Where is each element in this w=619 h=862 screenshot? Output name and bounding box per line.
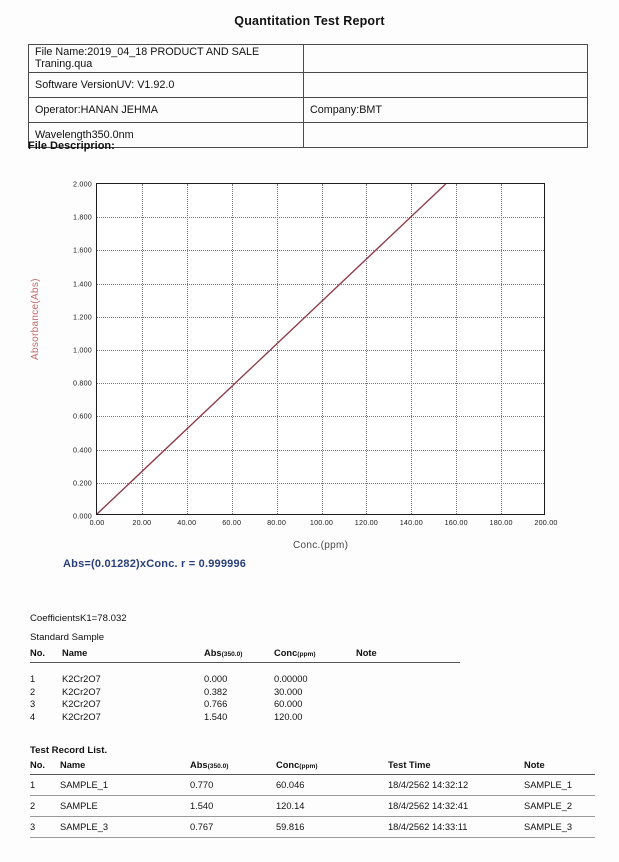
trl-cell-time: 18/4/2562 14:32:41 <box>388 796 524 817</box>
chart-x-axis-label: Conc.(ppm) <box>293 540 349 551</box>
chart-x-tick-label: 140.00 <box>399 518 423 527</box>
test-record-list-heading: Test Record List. <box>30 745 108 756</box>
std-col-conc-label: Conc <box>274 648 298 658</box>
trl-col-abs-sub: (350.0) <box>207 763 229 770</box>
table-header-row <box>30 760 595 775</box>
std-cell-note <box>356 663 460 686</box>
std-col-conc <box>274 648 356 663</box>
table-row <box>29 45 588 73</box>
std-col-note <box>356 648 460 663</box>
trl-cell-note: SAMPLE_1 <box>524 775 595 796</box>
chart-y-tick-label: 0.000 <box>73 511 92 521</box>
chart-x-tick-label: 0.00 <box>89 518 105 527</box>
software-version-cell-empty <box>304 72 588 97</box>
trl-col-abs-label: Abs <box>190 760 208 770</box>
chart-y-tick-label: 0.400 <box>73 445 92 455</box>
std-col-conc-sub: (ppm) <box>297 651 316 658</box>
file-name-cell-empty <box>304 45 588 73</box>
trl-col-time-label: Test Time <box>388 760 431 770</box>
std-cell-conc: 0.00000 <box>274 674 308 685</box>
chart-series-line <box>97 184 544 514</box>
trl-cell-conc: 120.14 <box>276 796 388 817</box>
table-row <box>30 817 595 838</box>
trl-cell-note: SAMPLE_3 <box>524 817 595 838</box>
trl-col-conc <box>276 760 388 775</box>
table-row <box>30 796 595 817</box>
trl-col-name-label: Name <box>60 760 86 770</box>
trl-col-note-label: Note <box>524 760 545 770</box>
chart-x-tick-label: 200.00 <box>534 518 558 527</box>
chart-x-tick-label: 40.00 <box>177 518 197 527</box>
chart-line-calibration-curve <box>97 184 446 514</box>
std-cell-name: K2Cr2O7 <box>62 699 101 710</box>
std-cell-note <box>356 686 460 699</box>
std-cell-abs: 0.000 <box>204 674 228 685</box>
trl-col-no-label: No. <box>30 760 45 770</box>
file-description-label: File Descriprion: <box>28 140 115 152</box>
trl-cell-name: SAMPLE_3 <box>60 817 190 838</box>
std-cell-no: 2 <box>30 686 36 697</box>
chart-plot-area <box>73 179 558 527</box>
chart-y-tick-label: 1.800 <box>73 212 92 222</box>
std-col-abs <box>204 648 274 663</box>
chart-y-axis-label: Absorbance(Abs) <box>30 278 41 360</box>
trl-col-abs <box>190 760 276 775</box>
trl-cell-abs: 1.540 <box>190 796 276 817</box>
trl-cell-no: 1 <box>30 775 60 796</box>
chart-x-tick-label: 20.00 <box>132 518 152 527</box>
trl-col-no <box>30 760 60 775</box>
std-col-name <box>62 648 204 663</box>
std-cell-abs: 1.540 <box>204 711 228 722</box>
std-cell-name: K2Cr2O7 <box>62 686 101 697</box>
std-col-no <box>30 648 62 663</box>
trl-cell-name: SAMPLE_1 <box>60 775 190 796</box>
std-cell-no: 3 <box>30 699 36 710</box>
std-cell-conc: 60.000 <box>274 699 303 710</box>
company-cell: Company:BMT <box>304 97 588 122</box>
chart-y-tick-label: 1.400 <box>73 279 92 289</box>
standard-sample-table <box>30 648 460 723</box>
std-col-note-label: Note <box>356 648 377 658</box>
chart-y-tick-label: 1.000 <box>73 345 92 355</box>
trl-cell-conc: 59.816 <box>276 817 388 838</box>
table-row <box>30 775 595 796</box>
table-row <box>30 698 460 711</box>
std-col-abs-sub: (350.0) <box>221 651 243 658</box>
table-row <box>29 72 588 97</box>
std-cell-no: 1 <box>30 674 36 685</box>
std-col-no-label: No. <box>30 648 45 658</box>
std-cell-no: 4 <box>30 711 36 722</box>
chart-y-tick-label: 0.600 <box>73 411 92 421</box>
std-cell-conc: 120.00 <box>274 711 303 722</box>
std-cell-note <box>356 698 460 711</box>
chart-y-tick-label: 1.200 <box>73 312 92 322</box>
std-cell-name: K2Cr2O7 <box>62 711 101 722</box>
wavelength-cell: Wavelength350.0nm <box>29 122 304 147</box>
chart-x-tick-label: 120.00 <box>354 518 378 527</box>
chart-x-tick-label: 80.00 <box>267 518 287 527</box>
trl-col-name <box>60 760 190 775</box>
table-row <box>30 711 460 724</box>
table-row <box>30 686 460 699</box>
trl-cell-note: SAMPLE_2 <box>524 796 595 817</box>
chart-equation-text: Abs=(0.01282)xConc. r = 0.999996 <box>63 558 247 570</box>
chart-x-tick-label: 60.00 <box>222 518 242 527</box>
file-name-cell: File Name:2019_04_18 PRODUCT AND SALE Traning.qua <box>29 45 304 73</box>
trl-col-note <box>524 760 595 775</box>
trl-cell-abs: 0.767 <box>190 817 276 838</box>
software-version-cell: Software VersionUV: V1.92.0 <box>29 72 304 97</box>
trl-col-time <box>388 760 524 775</box>
trl-col-conc-sub: (ppm) <box>299 763 318 770</box>
trl-cell-no: 3 <box>30 817 60 838</box>
report-info-table <box>28 44 588 148</box>
trl-cell-abs: 0.770 <box>190 775 276 796</box>
std-cell-abs: 0.382 <box>204 686 228 697</box>
trl-cell-no: 2 <box>30 796 60 817</box>
page-title: Quantitation Test Report <box>234 14 385 28</box>
chart-x-tick-label: 160.00 <box>444 518 468 527</box>
trl-cell-conc: 60.046 <box>276 775 388 796</box>
chart-y-tick-label: 0.800 <box>73 378 92 388</box>
table-row <box>29 97 588 122</box>
chart-y-tick-label: 2.000 <box>73 179 92 189</box>
trl-cell-time: 18/4/2562 14:32:12 <box>388 775 524 796</box>
std-col-abs-label: Abs <box>204 648 222 658</box>
chart-y-tick-label: 1.600 <box>73 245 92 255</box>
std-cell-conc: 30.000 <box>274 686 303 697</box>
table-header-row <box>30 648 460 663</box>
trl-col-conc-label: Conc <box>276 760 300 770</box>
std-cell-abs: 0.766 <box>204 699 228 710</box>
chart-x-tick-label: 180.00 <box>489 518 513 527</box>
chart-x-tick-label: 100.00 <box>309 518 334 527</box>
trl-cell-name: SAMPLE <box>60 796 190 817</box>
test-record-list-table <box>30 760 595 838</box>
table-row <box>30 663 460 686</box>
chart-y-tick-label: 0.200 <box>73 478 92 488</box>
std-cell-name: K2Cr2O7 <box>62 674 101 685</box>
operator-cell: Operator:HANAN JEHMA <box>29 97 304 122</box>
std-cell-note <box>356 711 460 724</box>
standard-sample-heading: Standard Sample <box>30 632 105 643</box>
std-col-name-label: Name <box>62 648 88 658</box>
trl-cell-time: 18/4/2562 14:33:11 <box>388 817 524 838</box>
calibration-chart <box>0 160 619 580</box>
coefficients-text: CoefficientsK1=78.032 <box>30 613 127 624</box>
wavelength-cell-empty <box>304 122 588 147</box>
